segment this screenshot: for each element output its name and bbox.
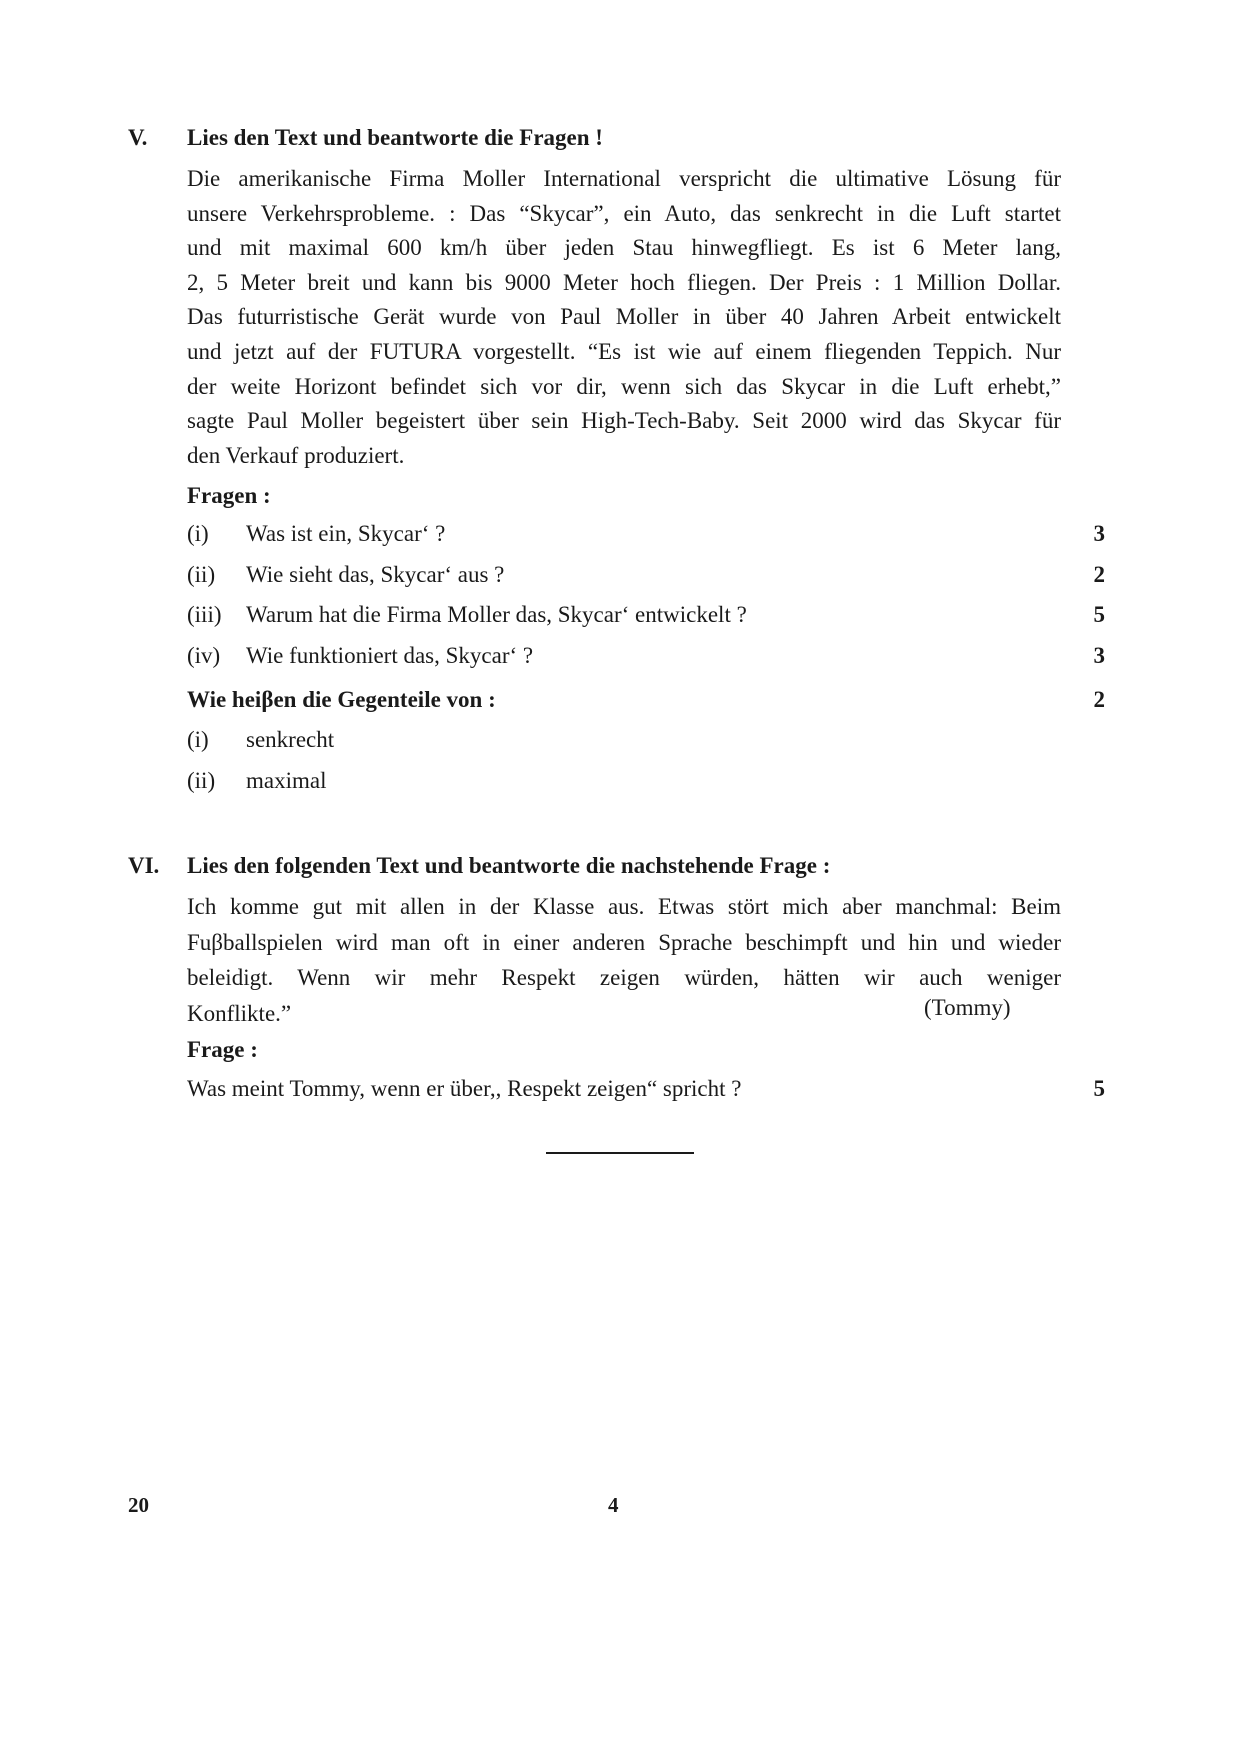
end-rule xyxy=(546,1152,694,1154)
opposite-number: (i) xyxy=(187,727,209,752)
question-number: (ii) xyxy=(187,562,216,587)
text-line: der weite Horizont befindet sich vor dir, wenn sich das Skycar in die Luft erhebt,” xyxy=(187,373,1061,399)
section-v-text xyxy=(187,162,1061,473)
final-question-marks: 5 xyxy=(1093,1076,1105,1101)
question-number: (iii) xyxy=(187,602,222,627)
text-line: Konflikte.” xyxy=(187,1000,292,1026)
final-question-row xyxy=(187,1076,1105,1106)
question-marks: 5 xyxy=(1093,602,1105,627)
page-number: 4 xyxy=(608,1493,619,1517)
opposite-item xyxy=(187,768,1105,798)
opposites-heading: Wie heiβen die Gegenteile von : xyxy=(187,687,496,712)
question-item xyxy=(187,521,1105,551)
question-number: (iv) xyxy=(187,643,221,668)
question-item xyxy=(187,643,1105,673)
question-item xyxy=(187,562,1105,592)
section-v-number: V. xyxy=(128,125,148,150)
text-line: und mit maximal 600 km/h über jeden Stau hinwegfliegt. Es ist 6 Meter lang, xyxy=(187,235,1061,261)
text-line: beleidigt. Wenn wir mehr Respekt zeigen würden, hätten wir auch weniger xyxy=(187,965,1061,990)
section-vi-heading: Lies den folgenden Text und beantworte die nachstehende Frage : xyxy=(187,853,831,878)
text-line: und jetzt auf der FUTURA vorgestellt. “Es ist wie auf einem fliegenden Teppich. Nur xyxy=(187,338,1061,364)
section-v-heading: Lies den Text und beantworte die Fragen ! xyxy=(187,125,603,150)
opposites-heading-row xyxy=(187,687,1105,717)
text-line: den Verkauf produziert. xyxy=(187,442,405,468)
text-line: unsere Verkehrsprobleme. : Das “Skycar”, ein Auto, das senkrecht in die Luft startet xyxy=(187,200,1061,226)
text-line: Fuβballspielen wird man oft in einer anderen Sprache beschimpft und hin und wieder xyxy=(187,929,1061,955)
text-line: sagte Paul Moller begeistert über sein High-Tech-Baby. Seit 2000 wird das Skycar für xyxy=(187,408,1061,434)
question-heading: Frage : xyxy=(187,1037,258,1062)
opposite-word: senkrecht xyxy=(246,727,335,752)
question-marks: 3 xyxy=(1093,643,1105,668)
questions-heading: Fragen : xyxy=(187,483,271,508)
attribution: (Tommy) xyxy=(924,995,1011,1020)
opposites-marks: 2 xyxy=(1093,687,1105,712)
opposite-item xyxy=(187,727,1105,757)
question-text: Wie funktioniert das, Skycar‘ ? xyxy=(246,643,534,668)
opposite-number: (ii) xyxy=(187,768,216,793)
text-line: Das futurristische Gerät wurde von Paul Moller in über 40 Jahren Arbeit entwickelt xyxy=(187,304,1061,330)
section-vi-number: VI. xyxy=(128,853,160,878)
question-text: Warum hat die Firma Moller das, Skycar‘ entwickelt ? xyxy=(246,602,747,627)
text-line: 2, 5 Meter breit und kann bis 9000 Meter hoch fliegen. Der Preis : 1 Million Dollar. xyxy=(187,269,1061,295)
question-marks: 3 xyxy=(1093,521,1105,546)
question-item xyxy=(187,602,1105,632)
question-marks: 2 xyxy=(1093,562,1105,587)
footer-code: 20 xyxy=(128,1493,149,1517)
text-line: Ich komme gut mit allen in der Klasse aus. Etwas stört mich aber manchmal: Beim xyxy=(187,894,1061,919)
question-text: Wie sieht das, Skycar‘ aus ? xyxy=(246,562,505,587)
final-question-text: Was meint Tommy, wenn er über,, Respekt zeigen“ spricht ? xyxy=(187,1076,742,1101)
question-number: (i) xyxy=(187,521,209,546)
opposite-word: maximal xyxy=(246,768,327,793)
text-line: Die amerikanische Firma Moller International verspricht die ultimative Lösung für xyxy=(187,166,1061,191)
question-text: Was ist ein, Skycar‘ ? xyxy=(246,521,446,546)
